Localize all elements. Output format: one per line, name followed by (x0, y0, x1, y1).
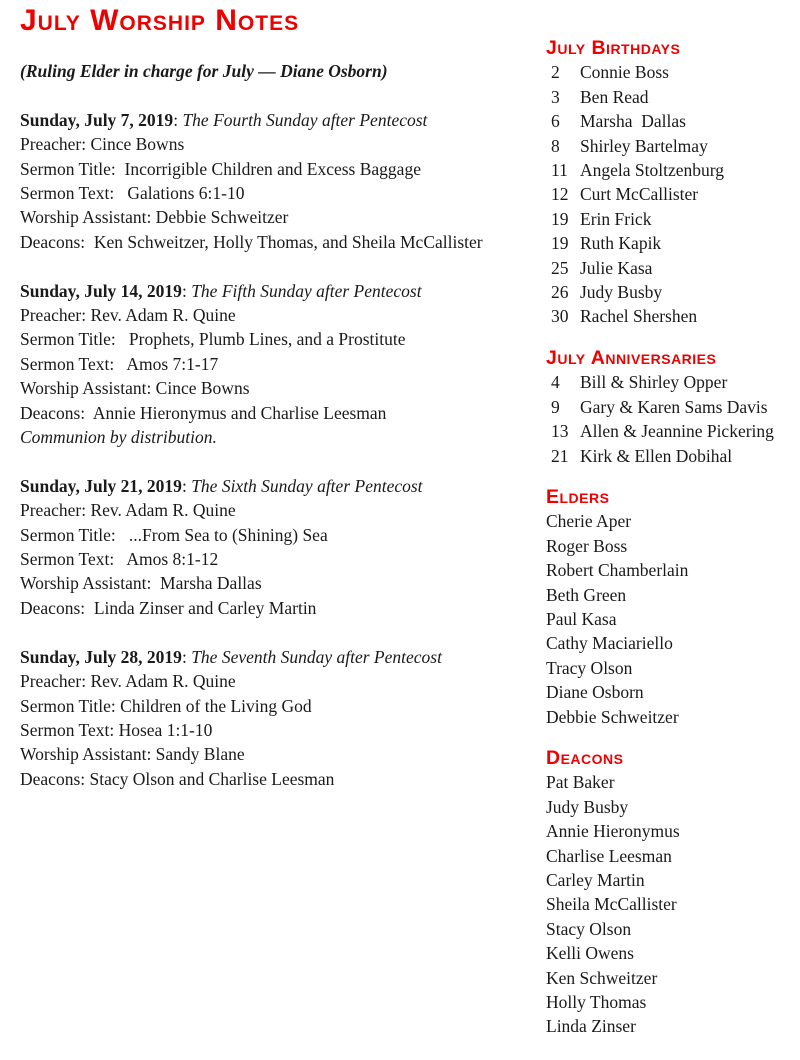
day-number: 3 (551, 86, 560, 107)
sermon-text-line: Sermon Text: Amos 7:1-17 (20, 353, 219, 374)
day-number: 12 (551, 184, 569, 205)
person-name: Ruth Kapik (580, 233, 662, 254)
person-name: Angela Stoltzenburg (580, 160, 725, 181)
deacons-line: Deacons: Ken Schweitzer, Holly Thomas, and Sheila McCallister (20, 231, 483, 252)
deacon-name: Annie Hieronymus (546, 821, 680, 842)
couple-name: Allen & Jeannine Pickering (580, 421, 774, 442)
sunday-name: The Sixth Sunday after Pentecost (191, 475, 423, 496)
service-july-21 (20, 474, 532, 620)
deacon-name: Pat Baker (546, 772, 615, 793)
birthday-row (546, 60, 796, 84)
elder-name: Robert Chamberlain (546, 560, 689, 581)
elder-name: Tracy Olson (546, 657, 633, 678)
sunday-name: The Seventh Sunday after Pentecost (191, 646, 442, 667)
couple-name: Kirk & Ellen Dobihal (580, 445, 733, 466)
person-name: Ben Read (580, 86, 649, 107)
service-july-14 (20, 279, 532, 450)
birthday-row (546, 304, 796, 328)
deacons-section (546, 746, 796, 1039)
communion-note: Communion by distribution. (20, 427, 217, 448)
deacon-name: Kelli Owens (546, 943, 634, 964)
deacon-name: Ken Schweitzer (546, 967, 658, 988)
worship-assistant-line: Worship Assistant: Sandy Blane (20, 744, 245, 765)
day-number: 8 (551, 135, 560, 156)
birthday-row (546, 85, 796, 109)
birthday-row (546, 231, 796, 255)
day-number: 21 (551, 445, 569, 466)
day-number: 19 (551, 233, 569, 254)
elder-name: Diane Osborn (546, 682, 644, 703)
elders-heading: Elders (546, 485, 610, 508)
day-number: 4 (551, 372, 560, 393)
service-heading (20, 279, 532, 303)
day-number: 11 (551, 160, 568, 181)
sermon-text-line: Sermon Text: Galations 6:1-10 (20, 183, 245, 204)
sermon-text-line: Sermon Text: Hosea 1:1-10 (20, 719, 213, 740)
day-number: 6 (551, 111, 560, 132)
date-separator: : (181, 280, 192, 301)
birthday-row (546, 280, 796, 304)
service-date: Sunday, July 7, 2019 (20, 109, 174, 130)
sermon-text-line: Sermon Text: Amos 8:1-12 (20, 549, 219, 570)
sunday-name: The Fifth Sunday after Pentecost (191, 280, 422, 301)
info-column (546, 36, 796, 1056)
preacher-line: Preacher: Rev. Adam R. Quine (20, 671, 236, 692)
elder-name: Cherie Aper (546, 511, 632, 532)
worship-assistant-line: Worship Assistant: Cince Bowns (20, 378, 250, 399)
birthday-row (546, 109, 796, 133)
service-july-7 (20, 108, 532, 254)
sermon-title-line: Sermon Title: Incorrigible Children and Excess Baggage (20, 158, 421, 179)
sermon-title-line: Sermon Title: ...From Sea to (Shining) Sea (20, 524, 328, 545)
day-number: 13 (551, 421, 569, 442)
service-date: Sunday, July 21, 2019 (20, 475, 182, 496)
birthday-row (546, 256, 796, 280)
ruling-elder-note: (Ruling Elder in charge for July — Diane Osborn) (20, 61, 388, 81)
deacon-name: Carley Martin (546, 870, 645, 890)
person-name: Julie Kasa (580, 257, 653, 278)
anniversary-row (546, 444, 796, 468)
couple-name: Bill & Shirley Opper (580, 372, 728, 393)
birthday-row (546, 182, 796, 206)
deacons-line: Deacons: Linda Zinser and Carley Martin (20, 597, 317, 618)
sermon-title-line: Sermon Title: Prophets, Plumb Lines, and a Prostitute (20, 329, 406, 350)
person-name: Curt McCallister (580, 184, 699, 205)
day-number: 2 (551, 62, 560, 83)
person-name: Rachel Shershen (580, 306, 698, 327)
service-july-28 (20, 645, 532, 791)
day-number: 9 (551, 396, 560, 417)
date-separator: : (181, 646, 192, 667)
service-heading (20, 474, 532, 498)
person-name: Judy Busby (580, 282, 663, 303)
person-name: Connie Boss (580, 62, 669, 83)
date-separator: : (181, 475, 192, 496)
elder-name: Beth Green (546, 584, 627, 605)
preacher-line: Preacher: Cince Bowns (20, 134, 185, 155)
elder-name: Roger Boss (546, 535, 628, 556)
sunday-name: The Fourth Sunday after Pentecost (182, 109, 428, 130)
preacher-line: Preacher: Rev. Adam R. Quine (20, 500, 236, 521)
birthday-row (546, 158, 796, 182)
person-name: Shirley Bartelmay (580, 135, 708, 156)
deacons-line: Deacons: Stacy Olson and Charlise Leesman (20, 768, 335, 789)
anniversary-row (546, 370, 796, 394)
deacons-line: Deacons: Annie Hieronymus and Charlise Leesman (20, 402, 387, 423)
day-number: 25 (551, 257, 569, 278)
worship-notes-column (20, 6, 532, 791)
deacon-name: Stacy Olson (546, 918, 632, 939)
service-heading (20, 645, 532, 669)
anniversaries-section (546, 346, 796, 468)
elder-name: Debbie Schweitzer (546, 706, 679, 727)
day-number: 30 (551, 306, 569, 327)
elders-section (546, 485, 796, 729)
worship-assistant-line: Worship Assistant: Marsha Dallas (20, 573, 262, 594)
sermon-title-line: Sermon Title: Children of the Living God (20, 695, 312, 716)
page-title: July Worship Notes (20, 4, 300, 37)
preacher-line: Preacher: Rev. Adam R. Quine (20, 305, 236, 326)
person-name: Erin Frick (580, 208, 652, 229)
deacon-name: Linda Zinser (546, 1016, 636, 1037)
service-date: Sunday, July 14, 2019 (20, 280, 182, 301)
day-number: 26 (551, 282, 569, 303)
deacon-name: Charlise Leesman (546, 845, 672, 866)
birthday-row (546, 207, 796, 231)
day-number: 19 (551, 208, 569, 229)
person-name: Marsha Dallas (580, 111, 686, 132)
deacons-heading: Deacons (546, 746, 624, 769)
date-separator: : (173, 109, 183, 130)
anniversaries-heading: July Anniversaries (546, 346, 717, 369)
birthdays-section (546, 36, 796, 329)
service-date: Sunday, July 28, 2019 (20, 646, 182, 667)
deacon-name: Judy Busby (546, 796, 629, 817)
anniversary-row (546, 419, 796, 443)
service-heading (20, 108, 532, 132)
deacon-name: Sheila McCallister (546, 894, 677, 915)
couple-name: Gary & Karen Sams Davis (580, 396, 768, 417)
worship-assistant-line: Worship Assistant: Debbie Schweitzer (20, 207, 289, 228)
deacon-name: Holly Thomas (546, 992, 647, 1013)
birthday-row (546, 134, 796, 158)
birthdays-heading: July Birthdays (546, 37, 681, 59)
elder-name: Paul Kasa (546, 608, 617, 629)
anniversary-row (546, 395, 796, 419)
elder-name: Cathy Maciariello (546, 633, 673, 654)
